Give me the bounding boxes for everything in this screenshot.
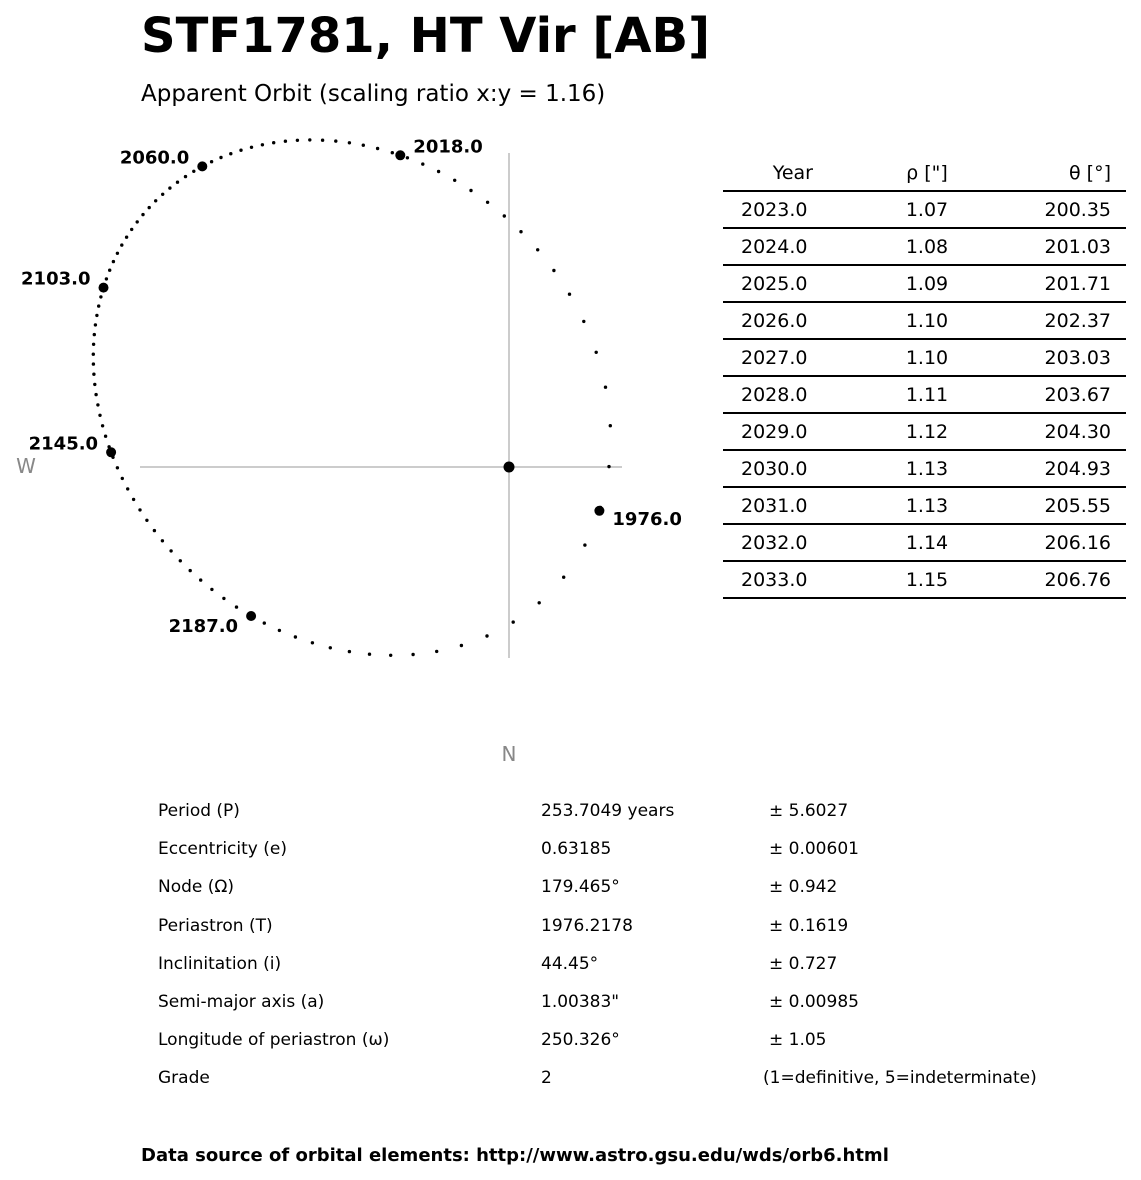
epoch-label: 2145.0 (28, 433, 99, 455)
ephemeris-table (723, 155, 1126, 599)
orbit-point (108, 269, 111, 272)
table-row (723, 487, 1126, 524)
orbit-plot (0, 0, 700, 790)
orbit-point (219, 156, 222, 159)
cell-theta: 206.76 (986, 561, 1126, 598)
orbit-point (329, 646, 332, 649)
orbit-point (272, 141, 275, 144)
element-name: Grade (158, 1068, 210, 1089)
element-value: 1.00383" (541, 991, 620, 1012)
element-error: ± 1.05 (769, 1030, 827, 1051)
orbit-point (192, 170, 195, 173)
cell-rho: 1.10 (868, 302, 986, 339)
element-error: ± 0.00601 (769, 839, 859, 860)
orbit-point (294, 635, 297, 638)
orbit-point (97, 304, 100, 307)
orbit-point (116, 252, 119, 255)
cell-year: 2028.0 (723, 376, 868, 413)
orbit-point (296, 139, 299, 142)
orbit-point (125, 236, 128, 239)
orbit-point (179, 559, 182, 562)
cell-rho: 1.09 (868, 265, 986, 302)
element-value: 0.63185 (541, 839, 612, 860)
orbit-point (176, 181, 179, 184)
orbit-point (263, 621, 266, 624)
orbit-point (607, 465, 610, 468)
orbit-point (112, 260, 115, 263)
orbit-point (199, 578, 202, 581)
orbit-point (389, 654, 392, 657)
orbit-point (141, 213, 144, 216)
orbit-point (168, 186, 171, 189)
orbit-point (229, 152, 232, 155)
orbit-point (130, 228, 133, 231)
element-name: Inclinitation (i) (158, 953, 282, 974)
orbit-point (595, 351, 598, 354)
ephemeris-header-row (723, 155, 1126, 191)
orbit-point (92, 362, 95, 365)
element-error: ± 0.727 (769, 953, 838, 974)
orbit-point (261, 143, 264, 146)
epoch-marker (197, 161, 207, 171)
element-value: 250.326° (541, 1030, 620, 1051)
cell-year: 2026.0 (723, 302, 868, 339)
orbit-point (411, 653, 414, 656)
orbit-point (512, 620, 515, 623)
orbit-point (94, 323, 97, 326)
orbit-point (145, 519, 148, 522)
orbit-point (321, 139, 324, 142)
orbit-point (96, 403, 99, 406)
orbit-point (284, 140, 287, 143)
table-row (723, 302, 1126, 339)
orbit-point (161, 193, 164, 196)
cell-theta: 201.03 (986, 228, 1126, 265)
orbit-point (503, 214, 506, 217)
element-name: Node (Ω) (158, 877, 235, 898)
orbit-point (538, 601, 541, 604)
element-name: Longitude of periastron (ω) (158, 1030, 390, 1051)
orbit-point (154, 199, 157, 202)
orbit-point (189, 569, 192, 572)
cell-theta: 204.30 (986, 413, 1126, 450)
table-row (723, 376, 1126, 413)
cell-theta: 204.93 (986, 450, 1126, 487)
orbit-point (153, 529, 156, 532)
orbit-point (235, 605, 238, 608)
element-error: ± 5.6027 (769, 801, 849, 821)
epoch-marker (99, 283, 109, 293)
table-row (723, 413, 1126, 450)
orbit-point (421, 162, 424, 165)
orbit-point (136, 220, 139, 223)
header-rho: ρ ["] (868, 155, 986, 191)
orbit-point (120, 243, 123, 246)
orbit-point (376, 147, 379, 150)
cell-theta: 200.35 (986, 191, 1126, 228)
epoch-marker (594, 506, 604, 516)
cell-year: 2031.0 (723, 487, 868, 524)
cell-theta: 202.37 (986, 302, 1126, 339)
cell-year: 2030.0 (723, 450, 868, 487)
table-row (723, 339, 1126, 376)
epoch-label: 1976.0 (612, 508, 682, 530)
orbit-point (98, 414, 101, 417)
element-error: ± 0.942 (769, 877, 838, 898)
orbit-point (105, 277, 108, 280)
cell-rho: 1.10 (868, 339, 986, 376)
orbit-point (132, 498, 135, 501)
orbit-point (148, 206, 151, 209)
cell-rho: 1.08 (868, 228, 986, 265)
orbit-point (348, 141, 351, 144)
cell-year: 2033.0 (723, 561, 868, 598)
cell-rho: 1.07 (868, 191, 986, 228)
cell-rho: 1.12 (868, 413, 986, 450)
cell-year: 2025.0 (723, 265, 868, 302)
element-error: ± 0.00985 (769, 991, 859, 1012)
orbit-point (93, 383, 96, 386)
cell-rho: 1.11 (868, 376, 986, 413)
element-value: 2 (541, 1068, 552, 1089)
orbit-point (93, 333, 96, 336)
orbit-point (184, 175, 187, 178)
epoch-label: 2103.0 (21, 268, 91, 290)
orbit-point (126, 487, 129, 490)
orbit-point (583, 543, 586, 546)
orbit-point (469, 189, 472, 192)
orbit-point (552, 269, 555, 272)
cell-rho: 1.13 (868, 487, 986, 524)
element-value: 44.45° (541, 953, 599, 974)
header-year: Year (723, 155, 868, 191)
orbit-point (94, 393, 97, 396)
table-row (723, 265, 1126, 302)
orbit-point (536, 248, 539, 251)
cell-theta: 201.71 (986, 265, 1126, 302)
data-source-footer: Data source of orbital elements: http://www.astro.gsu.edu/wds/orb6.html (141, 1145, 889, 1166)
orbit-point (210, 588, 213, 591)
orbit-point (116, 466, 119, 469)
orbit-point (161, 539, 164, 542)
cell-year: 2023.0 (723, 191, 868, 228)
orbit-path (92, 138, 612, 657)
cell-theta: 203.67 (986, 376, 1126, 413)
orbit-point (435, 650, 438, 653)
orbit-point (562, 576, 565, 579)
orbit-point (568, 293, 571, 296)
orbit-point (311, 641, 314, 644)
element-name: Periastron (T) (158, 915, 273, 936)
chart-title: STF1781, HT Vir [AB] (141, 8, 711, 64)
orbit-point (485, 634, 488, 637)
orbit-point (99, 295, 102, 298)
orbit-point (609, 424, 612, 427)
orbit-point (169, 549, 172, 552)
element-value: 1976.2178 (541, 915, 633, 936)
orbit-point (406, 156, 409, 159)
epoch-marker (395, 150, 405, 160)
header-theta: θ [°] (986, 155, 1126, 191)
orbit-point (582, 320, 585, 323)
epoch-marker (106, 447, 116, 457)
orbit-point (308, 138, 311, 141)
element-name: Semi-major axis (a) (158, 991, 325, 1012)
orbit-point (210, 160, 213, 163)
epoch-markers (21, 136, 682, 637)
orbit-point (519, 230, 522, 233)
epoch-marker (246, 611, 256, 621)
chart-subtitle: Apparent Orbit (scaling ratio x:y = 1.16) (141, 81, 606, 107)
table-row (723, 450, 1126, 487)
orbit-point (391, 151, 394, 154)
orbit-point (92, 343, 95, 346)
orbit-point (278, 629, 281, 632)
element-value: 179.465° (541, 877, 620, 898)
cell-theta: 203.03 (986, 339, 1126, 376)
west-label: W (16, 454, 36, 478)
element-error: (1=definitive, 5=indeterminate) (763, 1068, 1037, 1089)
orbit-point (138, 508, 141, 511)
element-name: Period (P) (158, 801, 240, 821)
epoch-label: 2018.0 (413, 136, 483, 158)
orbit-point (348, 650, 351, 653)
north-label: N (501, 742, 517, 766)
element-value: 253.7049 years (541, 801, 675, 821)
epoch-label: 2187.0 (168, 616, 239, 637)
cell-year: 2029.0 (723, 413, 868, 450)
cell-year: 2024.0 (723, 228, 868, 265)
orbit-point (222, 597, 225, 600)
orbit-point (453, 179, 456, 182)
cell-theta: 205.55 (986, 487, 1126, 524)
orbit-point (95, 314, 98, 317)
orbit-point (92, 353, 95, 356)
element-error: ± 0.1619 (769, 915, 849, 936)
cell-rho: 1.13 (868, 450, 986, 487)
primary-star (504, 462, 515, 473)
cell-rho: 1.14 (868, 524, 986, 561)
orbit-point (368, 653, 371, 656)
cell-year: 2032.0 (723, 524, 868, 561)
cell-theta: 206.16 (986, 524, 1126, 561)
orbit-point (604, 386, 607, 389)
table-row (723, 228, 1126, 265)
orbit-point (460, 644, 463, 647)
element-name: Eccentricity (e) (158, 839, 287, 860)
cell-year: 2027.0 (723, 339, 868, 376)
orbit-point (104, 435, 107, 438)
cell-rho: 1.15 (868, 561, 986, 598)
orbit-point (334, 139, 337, 142)
orbit-point (101, 424, 104, 427)
orbit-point (486, 201, 489, 204)
orbit-point (250, 146, 253, 149)
epoch-label: 2060.0 (119, 147, 190, 169)
table-row (723, 191, 1126, 228)
orbit-point (121, 477, 124, 480)
orbit-point (239, 149, 242, 152)
table-row (723, 561, 1126, 598)
orbit-point (92, 373, 95, 376)
table-row (723, 524, 1126, 561)
orbit-point (362, 144, 365, 147)
orbit-point (437, 170, 440, 173)
